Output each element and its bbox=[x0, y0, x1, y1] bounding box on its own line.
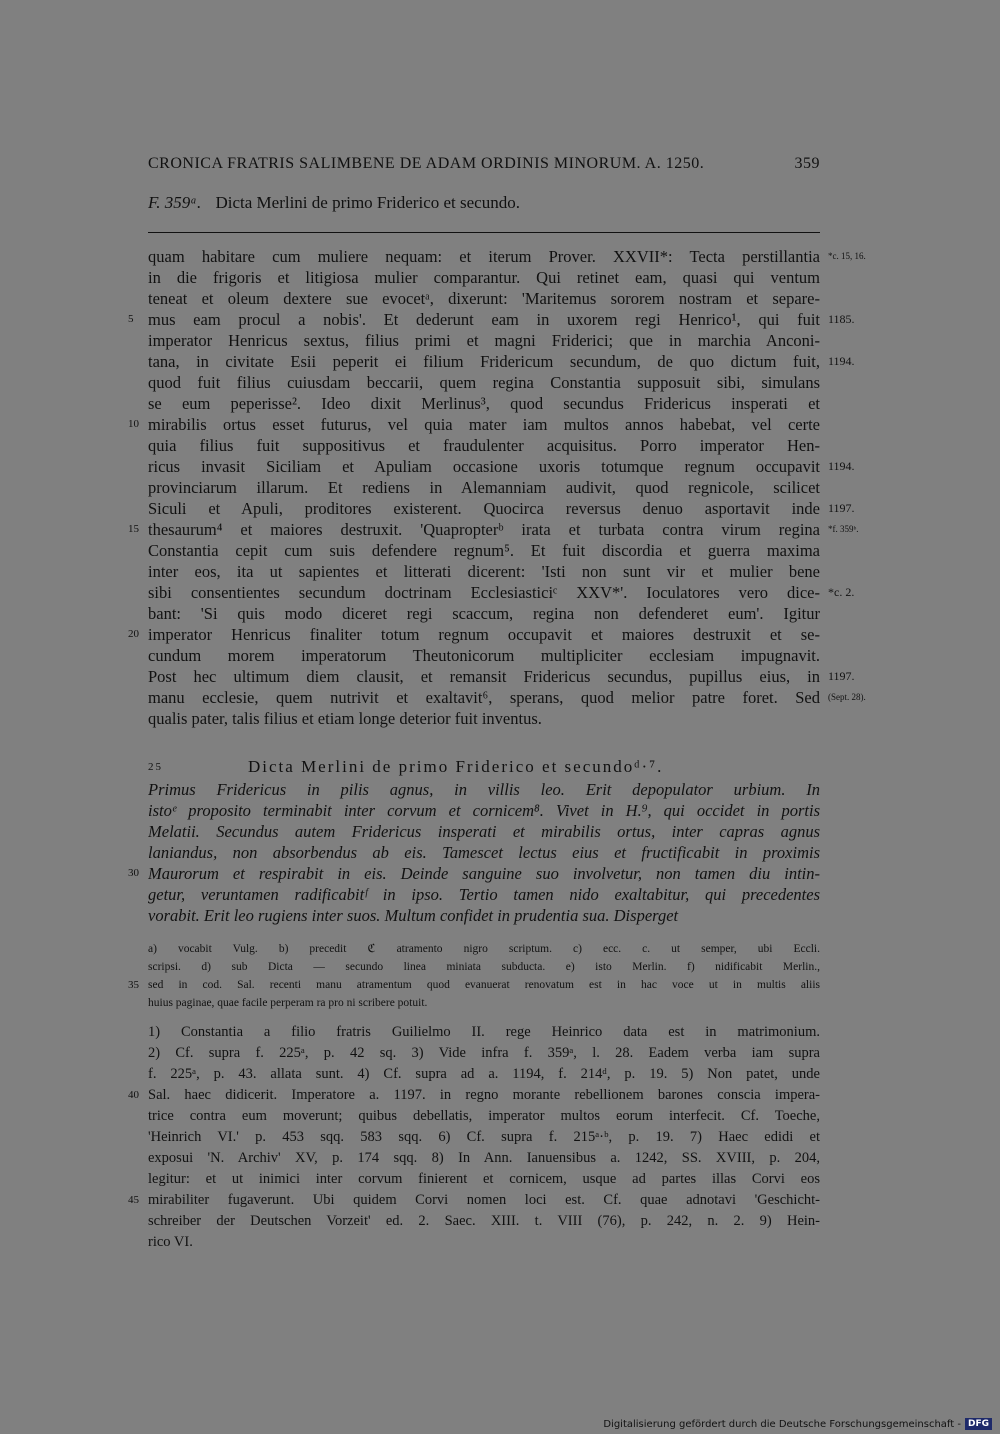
text-line: mirabiliter fugaverunt. Ubi quidem Corvi nomen loci est. Cf. quae adnotavi 'Geschicht- bbox=[148, 1192, 820, 1208]
text-line: getur, veruntamen radificabitᶠ in ipso. Tertio tamen nido exaltabitur, qui precedentes bbox=[148, 885, 820, 904]
text-line: exposui 'N. Archiv' XV, p. 174 sqq. 8) In Ann. Ianuensibus a. 1242, SS. XVIII, p. 204, bbox=[148, 1150, 820, 1166]
text-line: Post hec ultimum diem clausit, et remansit Fridericus secundus, pupillus eius, in bbox=[148, 667, 820, 686]
text-line: huius paginae, quae facile perperam ra pro ni scribere potuit. bbox=[148, 997, 428, 1009]
text-line: istoᵉ proposito terminabit inter corvum et cornicem⁸. Vivet in H.⁹, qui occidet in portis bbox=[148, 801, 820, 820]
line-number: 20 bbox=[128, 628, 139, 640]
text-line: 2) Cf. supra f. 225ᵃ, p. 42 sq. 3) Vide infra f. 359ᵃ, l. 28. Eadem verba iam supra bbox=[148, 1045, 820, 1061]
running-title: CRONICA FRATRIS SALIMBENE DE ADAM ORDINIS MINORUM. A. 1250. bbox=[148, 155, 705, 172]
text-line: se eum peperisse². Ideo dixit Merlinus³, quod secundus Fridericus insperati et bbox=[148, 394, 820, 413]
line-number: 10 bbox=[128, 418, 139, 430]
text-line: imperator Henricus sextus, filius primi et magni Friderici; que in marchia Anconi- bbox=[148, 331, 820, 350]
margin-note: 1185. bbox=[828, 312, 855, 326]
text-line: teneat et oleum dextere sue evocetᵃ, dixerunt: 'Maritemus sororem nostram et separe- bbox=[148, 289, 820, 308]
text-line: f. 225ᵃ, p. 43. allata sunt. 4) Cf. supra ad a. 1194, f. 214ᵈ, p. 19. 5) Non patet, unde bbox=[148, 1066, 820, 1082]
text-line: thesaurum⁴ et maiores destruxit. 'Quapropterᵇ irata et turbata contra virum regina bbox=[148, 520, 820, 539]
text-line: Maurorum et respirabit in eis. Deinde sanguine suo involvetur, non tamen diu intin- bbox=[148, 864, 820, 883]
text-line: schreiber der Deutschen Vorzeit' ed. 2. Saec. XIII. t. VIII (76), p. 242, n. 2. 9) Hein- bbox=[148, 1213, 820, 1229]
section-title: Dicta Merlini de primo Friderico et secundoᵈ·⁷. bbox=[248, 757, 664, 776]
text-line: mus eam procul a nobis'. Et dederunt eam in uxorem regi Henrico¹, qui fuit bbox=[148, 310, 820, 329]
text-line: provinciarum illarum. Et rediens in Alemanniam audivit, quod regnicole, scilicet bbox=[148, 478, 820, 497]
text-line: inter eos, ita ut sapientes et litterati dicerent: 'Isti non sunt vir et mulier bene bbox=[148, 562, 820, 581]
text-line: vorabit. Erit leo rugiens inter suos. Multum confidet in prudentia sua. Disperget bbox=[148, 906, 679, 925]
section-heading bbox=[148, 757, 664, 777]
text-line: bant: 'Si quis modo diceret regi scaccum, regina non defenderet eum'. Igitur bbox=[148, 604, 820, 623]
text-line: tana, in civitate Esii peperit ei filium Fridericum secundum, de quo dictum fuit, bbox=[148, 352, 820, 371]
text-line: quam habitare cum muliere nequam: et iterum Prover. XXVII*: Tecta perstillantia bbox=[148, 247, 820, 266]
page-number: 359 bbox=[794, 155, 820, 172]
line-number: 25 bbox=[148, 761, 163, 773]
text-line: mirabilis ortus esset futurus, vel quia mater iam multos annos habebat, vel certe bbox=[148, 415, 820, 434]
text-line: a) vocabit Vulg. b) precedit ℭ atramento nigro scriptum. c) ecc. c. ut semper, ubi Eccli. bbox=[148, 943, 820, 955]
header-rule bbox=[148, 232, 820, 233]
text-line: trice contra eum moverunt; quibus debellatis, imperator multos eorum interfecit. Cf. Toeche, bbox=[148, 1108, 820, 1124]
text-line: sed in cod. Sal. recenti manu atramentum quod evanuerat renovatum est in hac voce ut in multis aliis bbox=[148, 979, 820, 991]
text-line: ricus invasit Siciliam et Apuliam occasione uxoris totumque regnum occupavit bbox=[148, 457, 820, 476]
folio-heading bbox=[148, 193, 520, 213]
text-line: imperator Henricus finaliter totum regnum occupavit et maiores destruxit et se- bbox=[148, 625, 820, 644]
margin-note: 1197. bbox=[828, 501, 855, 515]
text-line: scripsi. d) sub Dicta — secundo linea miniata subducta. e) isto Merlin. f) nidificabit Merlin., bbox=[148, 961, 820, 973]
folio-title: Dicta Merlini de primo Friderico et secundo. bbox=[215, 193, 520, 212]
text-line: 'Heinrich VI.' p. 453 sqq. 583 sqq. 6) Cf. supra f. 215ᵃ·ᵇ, p. 19. 7) Haec edidi et bbox=[148, 1129, 820, 1145]
line-number: 45 bbox=[128, 1194, 139, 1206]
text-line: cundum morem imperatorum Theutonicorum multipliciter ecclesiam impugnavit. bbox=[148, 646, 820, 665]
text-line: quia filius fuit suppositivus et fraudulenter acquisitus. Porro imperator Hen- bbox=[148, 436, 820, 455]
text-line: Constantia cepit cum suis defendere regnum⁵. Et fuit discordia et guerra maxima bbox=[148, 541, 820, 560]
margin-note: *c. 2. bbox=[828, 585, 855, 599]
line-number: 35 bbox=[128, 979, 139, 991]
text-line: Siculi et Apuli, proditores existerent. Quocirca reversus denuo asportavit inde bbox=[148, 499, 820, 518]
text-line: quod fuit filius cuiusdam beccarii, quem regina Constantia supposuit sibi, simulans bbox=[148, 373, 820, 392]
margin-note: 1194. bbox=[828, 354, 855, 368]
text-line: legitur: et ut inimici inter corvum finierent et cornicem, usque ad partes illas Corvi eos bbox=[148, 1171, 820, 1187]
text-line: rico VI. bbox=[148, 1234, 193, 1250]
line-number: 30 bbox=[128, 867, 139, 879]
margin-note: *c. 15, 16. bbox=[828, 251, 866, 261]
dfg-logo: DFG bbox=[965, 1418, 992, 1430]
text-line: sibi consentientes secundum doctrinam Ecclesiasticiᶜ XXV*'. Ioculatores vero dice- bbox=[148, 583, 820, 602]
margin-note: (Sept. 28). bbox=[828, 692, 866, 702]
margin-note: 1197. bbox=[828, 669, 855, 683]
margin-note: *f. 359ᵇ. bbox=[828, 524, 859, 534]
text-line: Melatii. Secundus autem Fridericus insperati et mirabilis ortus, inter capras agnus bbox=[148, 822, 820, 841]
line-number: 40 bbox=[128, 1089, 139, 1101]
footer bbox=[603, 1418, 992, 1430]
line-number: 15 bbox=[128, 523, 139, 535]
text-line: Sal. haec didicerit. Imperatore a. 1197. in regno morante rebellionem barones conscia impera- bbox=[148, 1087, 820, 1103]
folio-reference: F. 359ᵃ. bbox=[148, 193, 202, 212]
text-line: laniandus, non absorbendus ab eis. Tamescet lectus eius et fructificabit in proximis bbox=[148, 843, 820, 862]
text-line: in die frigoris et litigiosa mulier comparantur. Qui retinet eam, quasi qui ventum bbox=[148, 268, 820, 287]
running-header bbox=[148, 155, 820, 173]
text-line: Primus Fridericus in pilis agnus, in villis leo. Erit depopulator urbium. In bbox=[148, 780, 820, 799]
margin-note: 1194. bbox=[828, 459, 855, 473]
text-line: manu ecclesie, quem nutrivit et exaltavit⁶, sperans, quod melior patre foret. Sed bbox=[148, 688, 820, 707]
text-line: qualis pater, talis filius et etiam longe deterior fuit inventus. bbox=[148, 709, 542, 728]
text-line: 1) Constantia a filio fratris Guilielmo II. rege Heinrico data est in matrimonium. bbox=[148, 1024, 820, 1040]
line-number: 5 bbox=[128, 313, 134, 325]
footer-text: Digitalisierung gefördert durch die Deutsche Forschungsgemeinschaft - bbox=[603, 1418, 961, 1430]
